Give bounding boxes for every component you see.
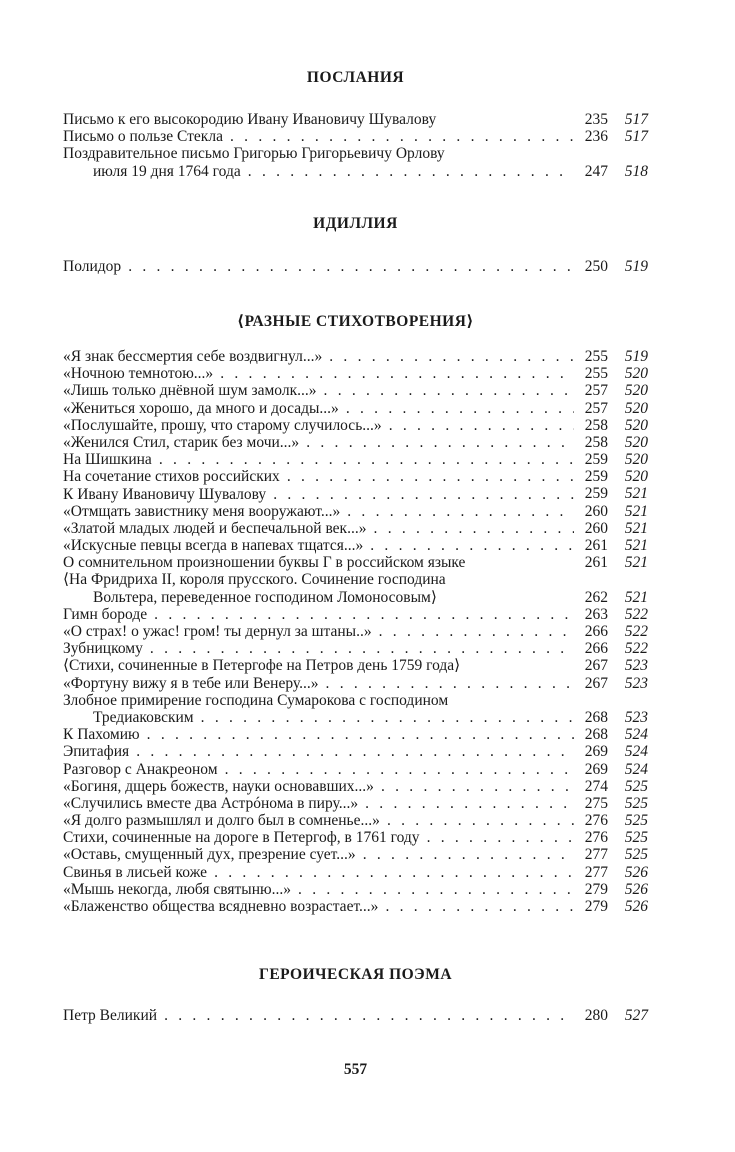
entry-note-page-number: 522	[624, 640, 648, 658]
entry-page-number: 236	[574, 128, 608, 145]
entry-title-continuation: июля 19 дня 1764 года . . .	[63, 163, 575, 180]
entry-note-page-number: 521	[624, 588, 648, 606]
toc-entry	[63, 111, 648, 128]
toc-entry	[63, 128, 648, 145]
entry-note-page-number: 525	[624, 812, 648, 830]
toc-entry	[63, 675, 648, 692]
toc-entry	[63, 692, 648, 726]
toc-entry	[63, 726, 648, 743]
entry-page-number: 235	[574, 111, 608, 128]
entry-note-page-number: 523	[624, 674, 648, 692]
entry-note-page-number: 520	[624, 433, 648, 451]
entry-title: Свинья в лисьей коже . . .	[63, 864, 575, 881]
entry-title: ⟨Стихи, сочиненные в Петергофе на Петров день 1759 года⟩	[63, 657, 461, 675]
entry-title-continuation: Вольтера, переведенное господином Ломоносовым⟩	[93, 588, 437, 606]
section-entries-idilliya	[63, 258, 648, 275]
entry-note-page-number: 524	[624, 726, 648, 744]
toc-entry	[63, 417, 648, 434]
entry-note-page-number: 525	[624, 846, 648, 864]
dot-leader	[157, 1007, 575, 1024]
entry-note-page-number: 519	[624, 347, 648, 365]
entry-page-number: 276	[574, 829, 608, 846]
toc-page	[63, 0, 648, 1152]
entry-title: Письмо к его высокородию Ивану Ивановичу Шувалову	[63, 111, 437, 128]
entry-title: «Лишь только днёвной шум замолк...» . . .	[63, 382, 575, 399]
entry-title: «Богиня, дщерь божеств, науки основавших...» . . .	[63, 778, 575, 795]
entry-note-page-number: 517	[624, 128, 648, 146]
toc-entry	[63, 554, 648, 571]
entry-note-page-number: 527	[624, 1006, 648, 1024]
entry-title: «О страх! о ужас! гром! ты дернул за штаны..» . . .	[63, 623, 575, 640]
entry-title-continuation: Тредиаковским . . .	[63, 709, 575, 726]
entry-title: «Женился Стил, старик без мочи...» . . .	[63, 434, 575, 451]
toc-entry	[63, 761, 648, 778]
entry-note-page-number: 526	[624, 863, 648, 881]
entry-title: «Послушайте, прошу, что старому случилось...» . . .	[63, 417, 575, 434]
toc-entry	[63, 881, 648, 898]
toc-entry	[63, 537, 648, 554]
entry-note-page-number: 520	[624, 468, 648, 486]
section-entries-raznye-stikhotvoreniya	[63, 348, 648, 915]
toc-entry	[63, 898, 648, 915]
toc-entry	[63, 382, 648, 399]
entry-note-page-number: 525	[624, 794, 648, 812]
entry-title: «Я знак бессмертия себе воздвигнул...» . . .	[63, 348, 575, 365]
entry-note-page-number: 520	[624, 365, 648, 383]
entry-title: На Шишкина . . .	[63, 451, 575, 468]
entry-note-page-number: 525	[624, 777, 648, 795]
entry-page-number: 255	[574, 348, 608, 365]
entry-page-number: 258	[574, 417, 608, 434]
dot-leader	[380, 812, 575, 829]
dot-leader	[318, 675, 575, 692]
entry-page-number: 276	[574, 812, 608, 829]
entry-page-number: 268	[574, 726, 608, 743]
entry-note-page-number: 518	[624, 162, 648, 180]
dot-leader	[194, 709, 575, 726]
section-heading-poslaniya: ПОСЛАНИЯ	[306, 69, 405, 86]
entry-page-number: 266	[574, 623, 608, 640]
dot-leader	[358, 795, 575, 812]
dot-leader	[213, 365, 575, 382]
dot-leader	[420, 829, 575, 846]
dot-leader	[266, 486, 575, 503]
dot-leader	[322, 348, 575, 365]
toc-entry	[63, 145, 648, 179]
entry-page-number: 255	[574, 365, 608, 382]
entry-title: «Златой младых людей и беспечальной век...» . . .	[63, 520, 575, 537]
entry-page-number: 269	[574, 743, 608, 760]
entry-title: Разговор с Анакреоном . . .	[63, 761, 575, 778]
entry-title: К Пахомию . . .	[63, 726, 575, 743]
entry-note-page-number: 525	[624, 829, 648, 847]
entry-page-number: 261	[574, 554, 608, 571]
dot-leader	[140, 726, 575, 743]
entry-title: «Я долго размышлял и долго был в сомненье...» . . .	[63, 812, 575, 829]
dot-leader	[207, 864, 575, 881]
entry-page-number: 268	[574, 709, 608, 726]
section-heading-raznye-stikhotvoreniya: ⟨РАЗНЫЕ СТИХОТВОРЕНИЯ⟩	[236, 313, 475, 330]
entry-title: Полидор . . .	[63, 258, 575, 275]
section-heading-geroicheskaya-poema: ГЕРОИЧЕСКАЯ ПОЭМА	[258, 966, 453, 983]
toc-entry	[63, 486, 648, 503]
toc-entry	[63, 365, 648, 382]
entry-page-number: 247	[574, 163, 608, 180]
toc-entry	[63, 258, 648, 275]
entry-note-page-number: 520	[624, 416, 648, 434]
entry-page-number: 277	[574, 846, 608, 863]
entry-page-number: 259	[574, 451, 608, 468]
entry-title: ⟨На Фридриха II, короля прусского. Сочинение господина	[63, 571, 446, 589]
toc-entry	[63, 657, 648, 674]
entry-page-number: 260	[574, 520, 608, 537]
toc-entry	[63, 829, 648, 846]
entry-note-page-number: 526	[624, 880, 648, 898]
toc-entry	[63, 623, 648, 640]
dot-leader	[372, 623, 575, 640]
entry-note-page-number: 526	[624, 898, 648, 916]
toc-entry	[63, 571, 648, 605]
entry-note-page-number: 524	[624, 760, 648, 778]
dot-leader	[366, 520, 575, 537]
dot-leader	[382, 417, 575, 434]
dot-leader	[121, 258, 575, 275]
entry-title: Письмо о пользе Стекла . . .	[63, 128, 575, 145]
toc-entry	[63, 468, 648, 485]
dot-leader	[147, 606, 575, 623]
entry-page-number: 259	[574, 485, 608, 502]
entry-note-page-number: 521	[624, 519, 648, 537]
section-entries-poslaniya	[63, 111, 648, 180]
entry-title: О сомнительном произношении буквы Г в российском языке	[63, 554, 466, 572]
entry-page-number: 262	[574, 589, 608, 606]
dot-leader	[378, 898, 575, 915]
dot-leader	[280, 468, 575, 485]
entry-page-number: 279	[574, 898, 608, 915]
entry-page-number: 267	[574, 657, 608, 674]
entry-title: Эпитафия . . .	[63, 743, 575, 760]
entry-title: «Ночною темнотою...» . . .	[63, 365, 575, 382]
dot-leader	[374, 778, 575, 795]
entry-page-number: 257	[574, 382, 608, 399]
entry-title: Зубницкому . . .	[63, 640, 575, 657]
entry-note-page-number: 524	[624, 743, 648, 761]
entry-title: Злобное примирение господина Сумарокова с господином	[63, 691, 449, 709]
toc-entry	[63, 434, 648, 451]
entry-page-number: 275	[574, 795, 608, 812]
entry-title: «Оставь, смущенный дух, презрение сует...» . . .	[63, 846, 575, 863]
entry-note-page-number: 520	[624, 451, 648, 469]
entry-page-number: 279	[574, 881, 608, 898]
entry-title: К Ивану Ивановичу Шувалову . . .	[63, 486, 575, 503]
dot-leader	[241, 163, 575, 180]
entry-note-page-number: 521	[624, 537, 648, 555]
dot-leader	[129, 743, 575, 760]
entry-page-number: 280	[574, 1007, 608, 1024]
entry-note-page-number: 522	[624, 623, 648, 640]
entry-note-page-number: 519	[624, 257, 648, 275]
dot-leader	[152, 451, 575, 468]
page-folio-number: 557	[343, 1061, 368, 1078]
toc-entry	[63, 451, 648, 468]
entry-note-page-number: 521	[624, 554, 648, 572]
toc-entry	[63, 520, 648, 537]
dot-leader	[316, 382, 575, 399]
entry-note-page-number: 523	[624, 708, 648, 726]
entry-note-page-number: 522	[624, 605, 648, 623]
dot-leader	[339, 400, 575, 417]
entry-title: «Фортуну вижу я в тебе или Венеру...» . . .	[63, 675, 575, 692]
entry-page-number: 257	[574, 400, 608, 417]
entry-title: «Отмщать завистнику меня вооружают...» . . .	[63, 503, 575, 520]
entry-page-number: 263	[574, 606, 608, 623]
toc-entry	[63, 778, 648, 795]
entry-note-page-number: 521	[624, 502, 648, 520]
section-entries-geroicheskaya-poema	[63, 1007, 648, 1024]
section-heading-idilliya: ИДИЛЛИЯ	[313, 215, 398, 232]
entry-title: Стихи, сочиненные на дороге в Петергоф, в 1761 году . . .	[63, 829, 575, 846]
dot-leader	[143, 640, 575, 657]
entry-page-number: 258	[574, 434, 608, 451]
entry-title: Гимн бороде . . .	[63, 606, 575, 623]
entry-note-page-number: 521	[624, 485, 648, 503]
entry-note-page-number: 517	[624, 110, 648, 128]
entry-page-number: 277	[574, 864, 608, 881]
entry-note-page-number: 523	[624, 657, 648, 675]
entry-page-number: 269	[574, 761, 608, 778]
entry-page-number: 250	[574, 258, 608, 275]
dot-leader	[340, 503, 575, 520]
toc-entry	[63, 846, 648, 863]
toc-entry	[63, 640, 648, 657]
entry-page-number: 267	[574, 675, 608, 692]
entry-title: На сочетание стихов российских . . .	[63, 468, 575, 485]
dot-leader	[363, 537, 575, 554]
entry-title: «Случились вместе два Астрóнома в пиру...» . . .	[63, 795, 575, 812]
entry-page-number: 260	[574, 503, 608, 520]
entry-note-page-number: 520	[624, 399, 648, 417]
toc-entry	[63, 812, 648, 829]
toc-entry	[63, 743, 648, 760]
dot-leader	[356, 846, 575, 863]
toc-entry	[63, 795, 648, 812]
entry-title: «Мышь некогда, любя святыню...» . . .	[63, 881, 575, 898]
toc-entry	[63, 503, 648, 520]
entry-page-number: 261	[574, 537, 608, 554]
entry-title: «Блаженство общества всядневно возрастает...» . . .	[63, 898, 575, 915]
dot-leader	[291, 881, 575, 898]
entry-page-number: 259	[574, 468, 608, 485]
entry-title: Поздравительное письмо Григорью Григорьевичу Орлову	[63, 145, 445, 163]
dot-leader	[218, 761, 575, 778]
entry-page-number: 266	[574, 640, 608, 657]
toc-entry	[63, 1007, 648, 1024]
toc-entry	[63, 606, 648, 623]
entry-title: Петр Великий . . .	[63, 1007, 575, 1024]
entry-page-number: 274	[574, 778, 608, 795]
toc-entry	[63, 864, 648, 881]
toc-entry	[63, 348, 648, 365]
dot-leader	[223, 128, 575, 145]
dot-leader	[299, 434, 575, 451]
entry-note-page-number: 520	[624, 382, 648, 400]
toc-entry	[63, 400, 648, 417]
entry-title: «Жениться хорошо, да много и досады...» . . .	[63, 400, 575, 417]
entry-title: «Искусные певцы всегда в напевах тщатся...» . . .	[63, 537, 575, 554]
